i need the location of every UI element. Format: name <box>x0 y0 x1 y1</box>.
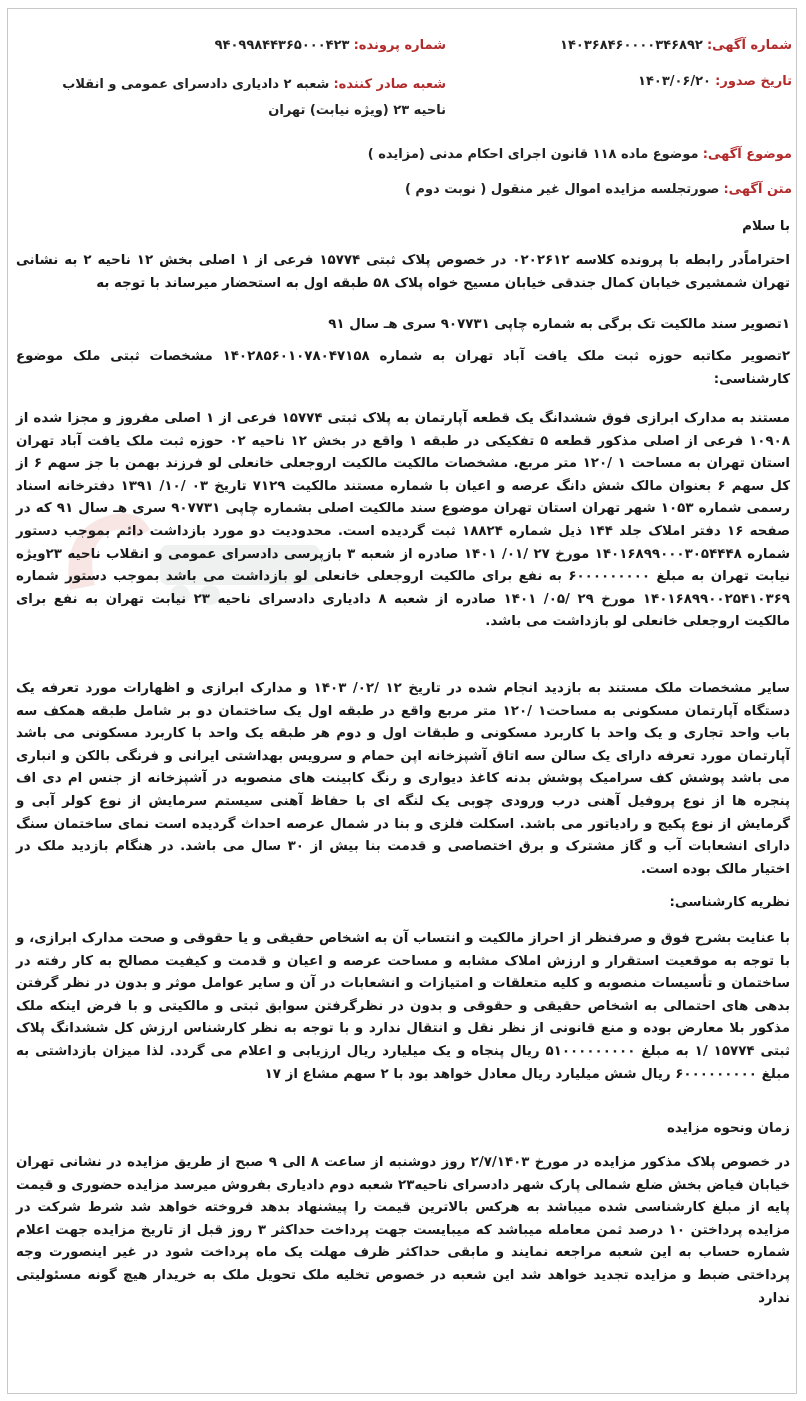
text-title: صورتجلسه مزایده اموال غیر منقول ( نوبت دوم ) <box>404 182 720 197</box>
paragraph-intro-text: احتراماًدر رابطه با پرونده کلاسه ۰۲۰۲۶۱۲ در خصوص پلاک ثبتی ۱۵۷۷۴ فرعی از ۱ اصلی بخش ۱۲ ناحیه ۲ به نشانی تهران شمشیری خیابان کمال جندقی خیابان مسیح خواه پلاک ۵۸ طبقه اول به استحضار میرساند با توجه به <box>16 253 791 291</box>
issuer-value: شعبه ۲ دادیاری دادسرای عمومی و انقلاب ناحیه ۲۳ (ویژه نیابت) تهران <box>62 77 446 118</box>
heading-theory <box>16 892 790 915</box>
text-title-row <box>405 180 792 200</box>
paragraph-specs-text: سایر مشخصات ملک مستند به بازدید انجام شده در تاریخ ۱۲ /۰۲/ ۱۴۰۳ و مدارک ابرازی و اظهارات مورد تعرفه یک دستگاه آپارتمان مسکونی به مساحت۱ /۱۲۰ متر مربع واقع در طبقه اول یک ساختمان دو بر شامل طبقه همکف سه باب واحد تجاری و یک واحد با کاربرد مسکونی و طبقات اول و دوم هر طبقه یک واحد با کاربرد مسکونی می باشد آپارتمان مورد تعرفه دارای یک سالن سه اتاق آشپزخانه اپن حمام و سرویس بهداشتی ایرانی و فرنگی بالکن و انباری می باشد پوشش کف سرامیک پوشش بدنه کاغذ دیواری و رنگ کابینت های منصوبه در آشپزخانه از جنس ام دی اف پنجره ها از نوع پروفیل آهنی درب ورودی چوبی یک لنگه ای با حفاظ آهنی سیستم سرمایش از نوع کولر آبی و گرمایش از نوع پکیج و رادیاتور می باشد. اسکلت فلزی و بنا در شمال عرصه احداث گردیده است نمای ساختمان سنگ دارای انشعابات آب و گاز مشترک و برق اختصاصی و قدمت بنا بیش از ۳۰ سال می باشد. در هنگام بازدید ملک در اختیار مالک بوده است. <box>16 681 790 877</box>
text-label: متن آگهی: <box>723 182 792 197</box>
heading-theory-text: نظریه کارشناسی: <box>669 895 790 910</box>
issuer-row <box>36 72 446 124</box>
issuer-label: شعبه صادر کننده: <box>333 77 446 92</box>
issue-date-label: تاریخ صدور: <box>715 74 792 89</box>
paragraph-theory-text: با عنایت بشرح فوق و صرفنظر از احراز مالکیت و انتساب آن به اشخاص حقیقی و یا حقوقی و صحت مدارک ابرازی، و با توجه به موقعیت استقرار و ارزش املاک مشابه و مساحت عرصه و اعیان و قدمت و کیفیت مصالح به کار رفته در ساختمان و تأسیسات منصوبه و کلیه متعلقات و امتیازات و انشعابات در آن و سایر عوامل موثر و بدون در نظر گرفتن بدهی های احتمالی به اشخاص حقیقی و حقوقی و بدون در نظرگرفتن سوابق ثبتی و مالکیتی و با فرض اینکه ملک مذکور بلا معارض بوده و منع قانونی از نظر نقل و انتقال ندارد و با توجه به نظر کارشناس ارزش کل ششدانگ پلاک ثبتی ۱۵۷۷۴ /۱ به مبلغ ۵۱۰۰۰۰۰۰۰۰۰ ریال پنجاه و یک میلیارد ریال ارزیابی و اعلام می گردد. لذا میزان بازداشتی به مبلغ ۶۰۰۰۰۰۰۰۰۰ ریال شش میلیارد ریال معادل خواهد بود با ۲ سهم مشاع از ۱۷ <box>16 931 790 1082</box>
subject-row <box>368 145 792 165</box>
paragraph-auction-text: در خصوص پلاک مذکور مزایده در مورخ ۲/۷/۱۴۰۳ روز دوشنبه از ساعت ۸ الی ۹ صبح از طریق مزایده در نشانی تهران خیابان فیاض بخش ضلع شمالی پارک شهر دادسرای ناحیه۲۳ شعبه دوم دادیاری بفروش میرسد مزایده حضوری و قیمت پایه از مبلغ کارشناسی شده میباشد به هرکس بالاترین قیمت را پیشنهاد بدهد فروخته خواهد شد شرط شرکت در مزایده پرداختن ۱۰ درصد ثمن معامله میباشد که میبایست جهت پرداخت حداکثر ۳ روز قبل از تاریخ مزایده جهت اعلام شماره حساب به این شعبه مراجعه نمایند و مابقی حداکثر ظرف مهلت یک ماه پرداخت شود در غیر اینصورت وجه پرداختی ضبط و مزایده تجدید خواهد شد این شعبه در خصوص تخلیه ملک تحویل ملک به خریدار هیچ گونه مسئولیتی ندارد <box>16 1155 791 1306</box>
case-number-value: ۹۴۰۹۹۸۴۴۳۶۵۰۰۰۴۲۳ <box>214 38 350 53</box>
issue-date-value: ۱۴۰۳/۰۶/۲۰ <box>638 74 711 89</box>
paragraph-deed-text: ۱تصویر سند مالکیت تک برگی به شماره چاپی ۹۰۷۷۳۱ سری هـ سال ۹۱ <box>328 317 790 332</box>
paragraph-deed <box>16 314 790 337</box>
case-number-label: شماره پرونده: <box>353 38 446 53</box>
subject-label: موضوع آگهی: <box>702 147 792 162</box>
paragraph-registry <box>16 346 790 391</box>
heading-auction-time-text: زمان ونحوه مزایده <box>667 1121 790 1136</box>
issue-date-row <box>638 72 792 92</box>
greeting <box>16 216 790 239</box>
paragraph-intro <box>16 250 790 295</box>
heading-auction-time <box>16 1118 790 1141</box>
paragraph-ownership-text: مستند به مدارک ابرازی فوق ششدانگ یک قطعه آپارتمان به پلاک ثبتی ۱۵۷۷۴ فرعی از ۱ اصلی مفروز و مجزا شده از ۱۰۹۰۸ فرعی از اصلی مذکور قطعه ۵ تفکیکی در طبقه ۱ واقع در بخش ۱۲ ناحیه ۰۲ حوزه ثبت ملک یافت آباد تهران استان تهران به مساحت ۱ /۱۲۰ متر مربع. مشخصات مالکیت مالکیت اروجعلی خانعلی لو فرزند بهمن با جز سهم ۶ از کل سهم ۶ بعنوان مالک شش دانگ عرصه و اعیان با شماره مستند مالکیت ۷۱۲۹ تاریخ ۰۳ /۱۰/ ۱۳۹۱ دفترخانه اسناد رسمی شماره ۱۰۵۳ شهر تهران استان تهران موضوع سند مالکیت اصلی بشماره چاپی ۹۰۷۷۳۱ سری هـ سال ۹۱ که در صفحه ۱۶ دفتر املاک جلد ۱۴۴ ذیل شماره ۱۸۸۲۴ ثبت گردیده است. محدودیت دو مورد بازداشت دائم بموجب دستور شماره ۱۴۰۱۶۸۹۹۰۰۰۳۰۵۴۴۴۸ مورخ ۲۷ /۰۱/ ۱۴۰۱ صادره از شعبه ۳ بازپرسی دادسرای عمومی و انقلاب ناحیه ۲۳ویژه نیابت تهران به مبلغ ۶۰۰۰۰۰۰۰۰۰ به نفع برای مالکیت اروجعلی خانعلی لو بازداشت می باشد بموجب دستور شماره ۱۴۰۱۶۸۹۹۰۰۲۵۴۱۰۳۶۹ مورخ ۲۹ /۰۵/ ۱۴۰۱ صادره از شعبه ۸ دادیاری دادسرای ناحیه ۲۳ نیابت تهران به نفع برای مالکیت اروجعلی خانعلی لو بازداشت می باشد. <box>16 411 791 630</box>
paragraph-specs <box>16 678 790 881</box>
ad-number-value: ۱۴۰۳۶۸۴۶۰۰۰۰۳۴۶۸۹۲ <box>560 38 703 53</box>
paragraph-theory <box>16 928 790 1086</box>
ad-number-label: شماره آگهی: <box>706 38 792 53</box>
ad-number-row <box>560 36 792 56</box>
greeting-text: با سلام <box>742 219 790 234</box>
paragraph-auction <box>16 1152 790 1310</box>
paragraph-registry-text: ۲تصویر مکاتبه حوزه ثبت ملک یافت آباد تهران به شماره ۱۴۰۲۸۵۶۰۱۰۷۸۰۴۷۱۵۸ مشخصات ثبتی ملک موضوع کارشناسی: <box>16 349 790 387</box>
case-number-row <box>215 36 446 56</box>
subject-value: موضوع ماده ۱۱۸ قانون اجرای احکام مدنی (مزایده ) <box>367 147 699 162</box>
paragraph-ownership <box>16 408 790 634</box>
